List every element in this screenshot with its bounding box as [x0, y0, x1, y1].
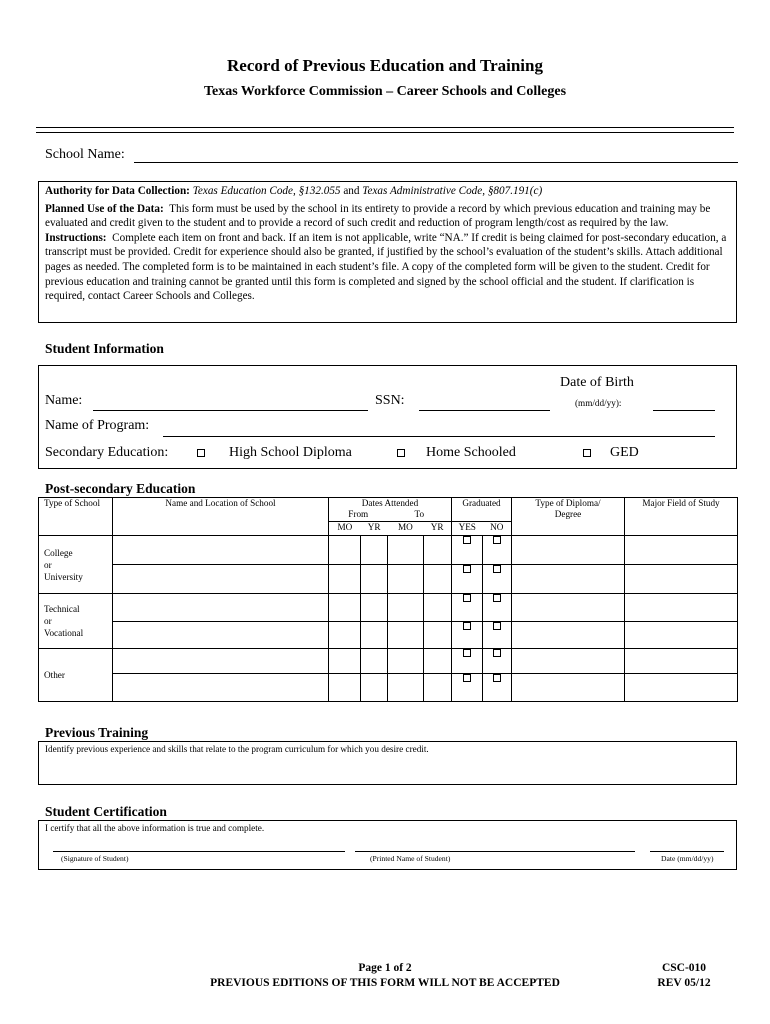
no-label: NO [490, 522, 504, 532]
yes-label: YES [458, 522, 476, 532]
signature-line[interactable] [53, 851, 345, 852]
type-line-3: University [44, 571, 83, 582]
dob-field[interactable] [653, 410, 715, 411]
editions-notice: PREVIOUS EDITIONS OF THIS FORM WILL NOT BE ACCEPTED [210, 977, 560, 989]
dob-label: Date of Birth [560, 375, 634, 390]
planned-use-label: Planned Use of the Data: [45, 202, 164, 215]
home-schooled-checkbox[interactable] [397, 449, 405, 457]
to-yr-cell[interactable] [424, 674, 452, 702]
major-cell[interactable] [625, 536, 738, 565]
type-line-1: Technical [44, 604, 80, 614]
high-school-diploma-label: High School Diploma [229, 445, 352, 460]
instructions-label: Instructions: [45, 231, 107, 244]
school-name-cell[interactable] [113, 649, 329, 674]
school-name-label: School Name: [45, 147, 125, 162]
from-yr-cell[interactable] [361, 565, 388, 594]
school-name-cell[interactable] [113, 622, 329, 649]
from-mo-cell[interactable] [329, 565, 361, 594]
col-type-of-school: Type of School [39, 498, 113, 536]
table-row [39, 565, 738, 594]
school-name-cell[interactable] [113, 565, 329, 594]
from-mo-cell[interactable] [329, 594, 361, 622]
certification-box [38, 820, 737, 870]
program-label: Name of Program: [45, 418, 150, 433]
col-diploma-degree [512, 498, 625, 536]
program-field[interactable] [163, 436, 715, 437]
student-info-box [38, 365, 737, 469]
diploma-cell[interactable] [512, 674, 625, 702]
graduated-no-checkbox[interactable] [493, 536, 501, 544]
type-line-1: Other [44, 670, 65, 680]
major-cell[interactable] [625, 674, 738, 702]
school-name-cell[interactable] [113, 536, 329, 565]
school-name-cell[interactable] [113, 594, 329, 622]
col-school-name-location: Name and Location of School [113, 498, 329, 536]
from-yr-cell[interactable] [361, 594, 388, 622]
postsecondary-heading: Post-secondary Education [45, 481, 196, 496]
name-field[interactable] [93, 410, 368, 411]
from-mo-cell[interactable] [329, 536, 361, 565]
postsecondary-table [38, 497, 738, 702]
major-cell[interactable] [625, 622, 738, 649]
date-label: Date (mm/dd/yy) [661, 854, 714, 863]
diploma-cell[interactable] [512, 565, 625, 594]
form-revision: REV 05/12 [657, 977, 711, 989]
header-rule-bottom [36, 132, 734, 133]
to-mo-cell[interactable] [388, 674, 424, 702]
authority-and: and [340, 185, 363, 197]
certification-statement: I certify that all the above information is true and complete. [45, 823, 265, 833]
to-yr-cell[interactable] [424, 594, 452, 622]
previous-training-box[interactable] [38, 741, 737, 785]
planned-use-text: This form must be used by the school in its entirety to provide a record by which previous education and training may be evaluated and credit given to the student and to provide a record of such credit and reduction of program length/cost as required by the law. [45, 202, 711, 230]
diploma-cell[interactable] [512, 649, 625, 674]
page-number: Page 1 of 2 [358, 962, 412, 974]
col-dates-attended [329, 498, 452, 536]
from-yr-cell[interactable] [361, 622, 388, 649]
printed-name-line[interactable] [355, 851, 635, 852]
graduated-yes-checkbox[interactable] [463, 565, 471, 573]
table-row [39, 649, 738, 674]
graduated-label: Graduated [462, 498, 501, 508]
high-school-diploma-checkbox[interactable] [197, 449, 205, 457]
major-cell[interactable] [625, 649, 738, 674]
graduated-yes-checkbox[interactable] [463, 649, 471, 657]
ged-label: GED [610, 445, 639, 460]
from-to-row [329, 509, 451, 520]
table-row [39, 622, 738, 649]
authority-box [38, 181, 737, 323]
type-line-2: or [44, 559, 52, 570]
form-subtitle: Texas Workforce Commission – Career Schools and Colleges [203, 84, 567, 99]
student-info-heading: Student Information [45, 341, 164, 356]
from-mo-cell[interactable] [329, 622, 361, 649]
yes-no-row [452, 521, 511, 533]
to-mo-cell[interactable] [388, 536, 424, 565]
graduated-no-checkbox[interactable] [493, 674, 501, 682]
previous-training-heading: Previous Training [45, 725, 149, 740]
from-label: From [348, 509, 369, 519]
graduated-no-checkbox[interactable] [493, 565, 501, 573]
graduated-yes-checkbox[interactable] [463, 622, 471, 630]
certification-heading: Student Certification [45, 804, 167, 819]
to-mo-cell[interactable] [388, 594, 424, 622]
authority-label: Authority for Data Collection: [45, 185, 190, 197]
to-yr-cell[interactable] [424, 536, 452, 565]
diploma-cell[interactable] [512, 536, 625, 565]
to-mo-label: MO [397, 522, 413, 532]
to-mo-cell[interactable] [388, 565, 424, 594]
instructions-text: Complete each item on front and back. If an item is not applicable, write “NA.” If credit is being claimed for post-secondary education, a transcript must be provided. Credit for experience should also be granted, if justified by the school’s evaluation of the student’s skills. Attach additional pages as needed. The completed form is to be maintained in each student’s file. A copy of the completed form will be given to the student. Credit for previous education and training cannot be granted until this form is completed and signed by the school official and the student. If clarification is required, contact Career Schools and Colleges. [45, 231, 727, 303]
from-yr-label: YR [367, 522, 381, 532]
mo-yr-row [329, 521, 451, 533]
dates-attended-label: Dates Attended [361, 498, 419, 508]
col-graduated [452, 498, 512, 536]
diploma-cell[interactable] [512, 622, 625, 649]
from-mo-cell[interactable] [329, 649, 361, 674]
to-mo-cell[interactable] [388, 649, 424, 674]
to-yr-cell[interactable] [424, 649, 452, 674]
from-yr-cell[interactable] [361, 674, 388, 702]
major-cell[interactable] [625, 565, 738, 594]
ssn-label: SSN: [375, 393, 405, 408]
graduated-yes-checkbox[interactable] [463, 536, 471, 544]
table-row [39, 594, 738, 622]
diploma-cell[interactable] [512, 594, 625, 622]
graduated-yes-checkbox[interactable] [463, 594, 471, 602]
table-row [39, 536, 738, 565]
to-yr-cell[interactable] [424, 622, 452, 649]
ged-checkbox[interactable] [583, 449, 591, 457]
signature-label: (Signature of Student) [61, 854, 129, 863]
type-line-1: College [44, 547, 73, 558]
printed-name-label: (Printed Name of Student) [370, 854, 451, 863]
graduated-no-checkbox[interactable] [493, 649, 501, 657]
type-other [39, 649, 113, 702]
type-line-2: or [44, 616, 52, 626]
school-name-field[interactable] [134, 162, 738, 163]
type-line-3: Vocational [44, 628, 84, 638]
authority-code-1: Texas Education Code, §132.055 [192, 185, 341, 197]
col-major-field: Major Field of Study [625, 498, 738, 536]
date-line[interactable] [650, 851, 724, 852]
graduated-yes-checkbox[interactable] [463, 674, 471, 682]
name-label: Name: [45, 393, 83, 408]
to-mo-cell[interactable] [388, 622, 424, 649]
to-yr-cell[interactable] [424, 565, 452, 594]
school-name-cell[interactable] [113, 674, 329, 702]
form-title: Record of Previous Education and Training [227, 56, 543, 75]
to-label: To [414, 509, 425, 519]
type-technical-vocational [39, 594, 113, 649]
home-schooled-label: Home Schooled [426, 445, 516, 460]
diploma-label-2: Degree [554, 509, 582, 519]
form-id: CSC-010 [661, 962, 707, 974]
header-rule-top [36, 127, 734, 128]
graduated-no-checkbox[interactable] [493, 622, 501, 630]
from-mo-label: MO [337, 522, 353, 532]
ssn-field[interactable] [419, 410, 550, 411]
previous-training-instructions: Identify previous experience and skills that relate to the program curriculum for which you desire credit. [45, 744, 429, 754]
authority-code-2: Texas Administrative Code, §807.191(c) [362, 185, 543, 197]
table-row [39, 674, 738, 702]
from-yr-cell[interactable] [361, 536, 388, 565]
dob-format: (mm/dd/yy): [575, 398, 622, 408]
major-cell[interactable] [625, 594, 738, 622]
diploma-label-1: Type of Diploma/ [535, 498, 601, 508]
to-yr-label: YR [430, 522, 444, 532]
secondary-education-label: Secondary Education: [45, 445, 169, 460]
from-yr-cell[interactable] [361, 649, 388, 674]
type-college-university [39, 536, 113, 594]
from-mo-cell[interactable] [329, 674, 361, 702]
graduated-no-checkbox[interactable] [493, 594, 501, 602]
